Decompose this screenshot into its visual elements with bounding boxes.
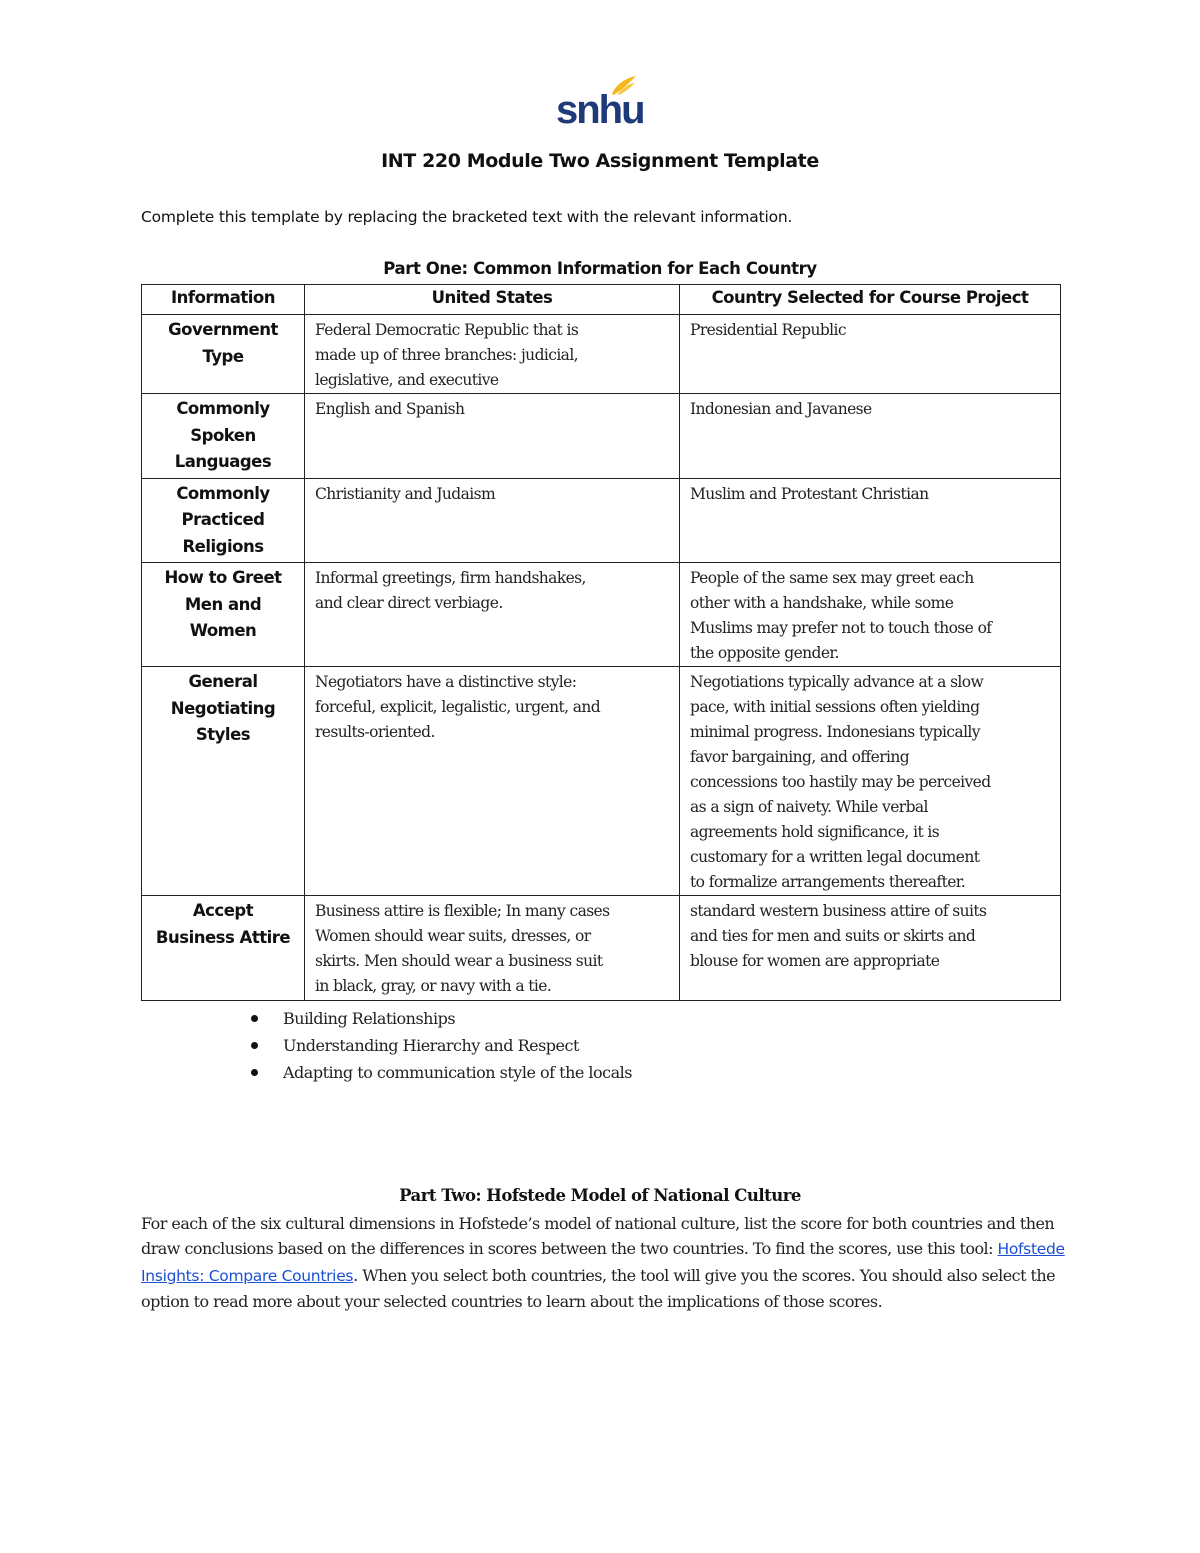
us-cell: Negotiators have a distinctive style: forceful, explicit, legalistic, urgent, and results-oriented. bbox=[305, 667, 680, 896]
part-two-heading: Part Two: Hofstede Model of National Culture bbox=[399, 1186, 801, 1205]
table-row bbox=[142, 667, 1061, 896]
part-two-paragraph: For each of the six cultural dimensions in Hofstede’s model of national culture, list the score for both countries and then draw conclusions based on the differences in scores between the two countries. To find the scores, use this tool: Hofstede Insights: Compare Countries. When you select both countries, the tool will give you the scores. You should also select the option to read more about your selected countries to learn about the implications of those scores. bbox=[141, 1214, 1065, 1311]
row-label: How to Greet Men and Women bbox=[142, 563, 305, 667]
document-title: INT 220 Module Two Assignment Template bbox=[381, 150, 819, 172]
list-item: Building Relationships bbox=[241, 1005, 632, 1032]
list-item: Understanding Hierarchy and Respect bbox=[241, 1032, 632, 1059]
common-information-table bbox=[141, 284, 1061, 1001]
table-row bbox=[142, 394, 1061, 479]
table-row bbox=[142, 563, 1061, 667]
logo-wordmark: snhu bbox=[556, 88, 644, 132]
list-item: Adapting to communication style of the locals bbox=[241, 1059, 632, 1086]
selected-country-cell: Indonesian and Javanese bbox=[680, 394, 1061, 479]
snhu-logo bbox=[556, 74, 644, 134]
instructions-text: Complete this template by replacing the bracketed text with the relevant information. bbox=[141, 208, 793, 226]
selected-country-cell: Muslim and Protestant Christian bbox=[680, 478, 1061, 563]
us-cell: Christianity and Judaism bbox=[305, 478, 680, 563]
row-label: Commonly Practiced Religions bbox=[142, 478, 305, 563]
bullet-icon bbox=[251, 1042, 258, 1049]
bullet-list bbox=[241, 1005, 632, 1086]
row-label: Commonly Spoken Languages bbox=[142, 394, 305, 479]
table-header-row bbox=[142, 285, 1061, 315]
row-label: Government Type bbox=[142, 315, 305, 394]
selected-country-cell: standard western business attire of suits and ties for men and suits or skirts and blouse for women are appropriate bbox=[680, 896, 1061, 1001]
table-row bbox=[142, 896, 1061, 1001]
bullet-icon bbox=[251, 1069, 258, 1076]
column-header-united-states: United States bbox=[305, 285, 680, 315]
bullet-icon bbox=[251, 1015, 258, 1022]
part-one-heading: Part One: Common Information for Each Country bbox=[383, 259, 817, 278]
selected-country-cell: Presidential Republic bbox=[680, 315, 1061, 394]
selected-country-cell: People of the same sex may greet each other with a handshake, while some Muslims may prefer not to touch those of the opposite gender. bbox=[680, 563, 1061, 667]
column-header-information: Information bbox=[142, 285, 305, 315]
hofstede-link[interactable]: Hofstede Insights: Compare Countries bbox=[141, 1240, 1065, 1285]
row-label: Accept Business Attire bbox=[142, 896, 305, 1001]
selected-country-cell: Negotiations typically advance at a slow pace, with initial sessions often yielding minimal progress. Indonesians typically favor bargaining, and offering concessions too hastily may be perceived as a sign of naivety. While verbal agreements hold significance, it is customary for a written legal document to formalize arrangements thereafter. bbox=[680, 667, 1061, 896]
table-row bbox=[142, 315, 1061, 394]
row-label: General Negotiating Styles bbox=[142, 667, 305, 896]
table-row bbox=[142, 478, 1061, 563]
us-cell: Informal greetings, firm handshakes, and clear direct verbiage. bbox=[305, 563, 680, 667]
column-header-selected-country: Country Selected for Course Project bbox=[680, 285, 1061, 315]
us-cell: English and Spanish bbox=[305, 394, 680, 479]
us-cell: Federal Democratic Republic that is made up of three branches: judicial, legislative, and executive bbox=[305, 315, 680, 394]
us-cell: Business attire is flexible; In many cases Women should wear suits, dresses, or skirts. Men should wear a business suit in black, gray, or navy with a tie. bbox=[305, 896, 680, 1001]
